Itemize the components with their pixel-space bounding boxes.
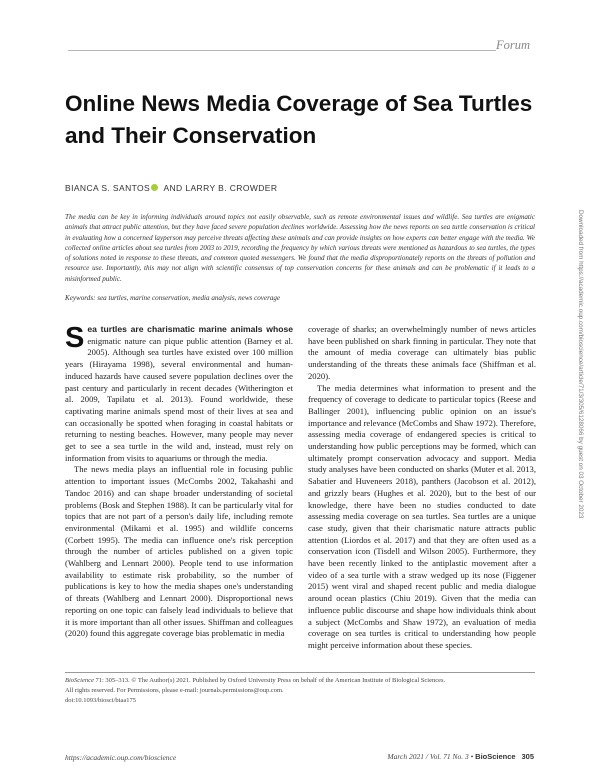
author-line: [65, 183, 277, 193]
footnote-rule: [65, 672, 535, 673]
footnote: [65, 676, 535, 706]
section-rule: [68, 50, 496, 51]
issue-info: March 2021 / Vol. 71 No. 3 •: [387, 752, 474, 761]
download-watermark-text: Downloaded from https://academic.oup.com/bioscience/article/71/3/305/6128066 by guest on 03 October 2023: [577, 210, 584, 519]
paragraph: coverage of sharks; an overwhelmingly number of news articles have been published on shark finning in particular. They note that the amount of media coverage can ultimately bias public understanding of the threats these animals face (Shiffman et al. 2020).: [308, 324, 536, 381]
lead-in: ea turtles are charismatic marine animals whose: [87, 324, 293, 334]
page-footer: [387, 752, 534, 761]
body-column-left: [65, 324, 293, 640]
paragraph: The media determines what information to present and the frequency of coverage to dedicate to particular topics (Reese and Ballinger 2001), influencing public opinion on an issue's importance and relevance (McCombs and Shaw 1972). Therefore, assessing media coverage of endangered species is critical to understanding how public perceptions may be formed, which can ultimately prompt conservation advocacy and support. Media study analyses have been conducted on sharks (Muter et al. 2013, Sabatier and Huveneers 2018), panthers (Jacobson et al. 2012), and grizzly bears (Hughes et al. 2020), but to the best of our knowledge, there have been no studies conducted to date assessing media coverage on sea turtles. Sea turtles are a unique case study, given that their charismatic nature attracts public attention (Liordos et al. 2017) and that they are often used as a conservation icon (Tisdell and Wilson 2005). Furthermore, they have been recently linked to the antiplastic movement after a video of a sea turtle with a straw wedged up its nose (Figgener 2015) went viral and shaped recent public and media dialogue around ocean plastics (Chiu 2019). Given that the media can influence public discourse and shape how individuals think about a subject (McCombs and Shaw 1972), an evaluation of media coverage on sea turtles is critical to understanding how people might perceive information about these species.: [308, 382, 536, 650]
journal-url[interactable]: https://academic.oup.com/bioscience: [65, 753, 177, 762]
paragraph-text: enigmatic nature can pique public attention (Barney et al. 2005). Although sea turtles have existed over 100 million years (Hirayama 1998), several environmental and human-induced hazards have caused severe population declines over the past century and particularly in recent decades (Witherington et al. 2009, Tapilatu et al. 2013). Found worldwide, these captivating marine animals spend most of their lives at sea and can occasionally be spotted when foraging in coastal habitats or returning to nesting beaches. However, many people may never get to see a sea turtle in the wild and, instead, must rely on information from visits to aquariums or through the media.: [65, 335, 293, 463]
footer-journal: BioScience: [475, 752, 516, 761]
author-second: LARRY B. CROWDER: [185, 183, 278, 193]
footnote-journal: BioScience: [65, 677, 94, 684]
orcid-icon[interactable]: [151, 184, 158, 191]
article-title: Online News Media Coverage of Sea Turtles and Their Conservation: [65, 91, 533, 148]
page-number: 305: [521, 752, 534, 761]
keywords: Keywords: sea turtles, marine conservation, media analysis, news coverage: [65, 294, 281, 302]
paragraph: [65, 324, 293, 464]
footnote-line-1: [65, 676, 535, 686]
footnote-doi[interactable]: doi:10.1093/biosci/biaa175: [65, 697, 136, 704]
section-label: Forum: [496, 38, 531, 52]
drop-cap: S: [65, 322, 85, 354]
abstract: The media can be key in informing individuals around topics not easily observable, such as remote environmental issues and wildlife. Sea turtles are enigmatic animals that attract public attention, but they have faced severe population declines worldwide. Assessing how the news reports on sea turtle conservation is critical in evaluating how a concerned layperson may perceive threats affecting these animals and can provide insights on how experts can better engage with the media. We collected online articles about sea turtles from 2003 to 2019, recording the frequency by which various threats were mentioned as hazardous to sea turtles, the types of solutions noted in response to these threats, and common quoted messengers. We found that the media disproportionately reports on the threats of pollution and resource use. Importantly, this may not align with scientific consensus of top conservation concerns for these animals and can be problematic if it leads to a misinformed public.: [65, 213, 535, 283]
paragraph: The news media plays an influential role in focusing public attention to important issues (McCombs 2002, Takahashi and Tandoc 2016) and can shape broader understanding of societal problems (Bosk and Stephen 1988). It can be particularly vital for topics that are not part of a person's daily life, including remote environmental (Mikami et al. 1995) and wildlife concerns (Corbett 1995). The media can influence one's risk perception through the number of articles published on a given topic (Wahlberg and Lennart 2000). People tend to use information availability to estimate risk probability, so the number of publications is key to how the media shapes one's understanding of threats (Wahlberg and Lennart 2000). Disproportional news reporting on one topic can falsely lead individuals to believe that it is more important than all other issues. Shiffman and colleagues (2020) found this aggregate coverage bias problematic in media: [65, 464, 293, 639]
footnote-line-2: All rights reserved. For Permissions, please e-mail: journals.permissions@oup.com.: [65, 687, 284, 694]
author-first: BIANCA S. SANTOS: [65, 183, 151, 193]
author-connector: AND: [163, 183, 183, 193]
footnote-copyright: 71: 305–313. © The Author(s) 2021. Published by Oxford University Press on behalf of the American Institute of Biological Sciences.: [95, 677, 446, 684]
body-column-right: [308, 324, 536, 652]
